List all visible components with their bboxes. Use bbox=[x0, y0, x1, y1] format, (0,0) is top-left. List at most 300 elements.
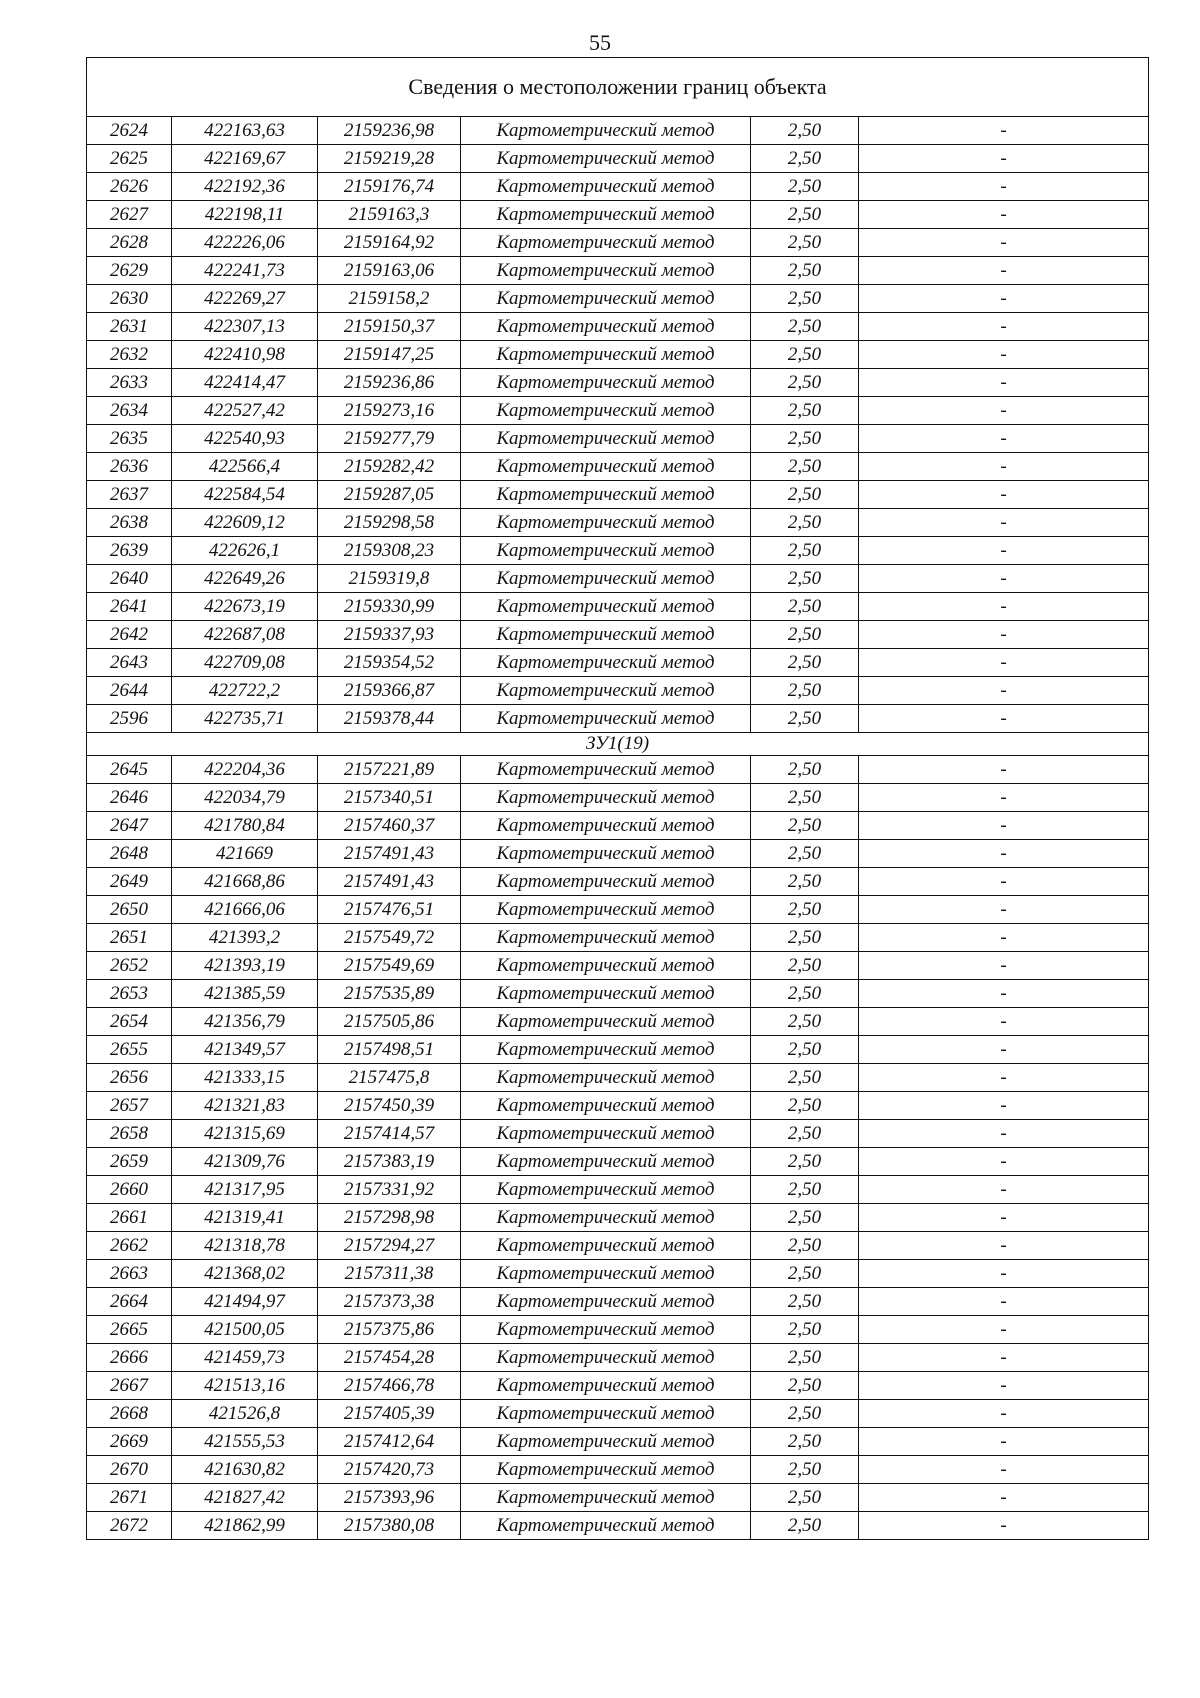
table-row bbox=[87, 677, 1149, 705]
coord-x-cell: 422722,2 bbox=[172, 677, 318, 705]
table-row bbox=[87, 924, 1149, 952]
table-row bbox=[87, 1400, 1149, 1428]
method-cell: Картометрический метод bbox=[461, 481, 751, 509]
method-cell: Картометрический метод bbox=[461, 924, 751, 952]
point-number-cell: 2629 bbox=[87, 257, 172, 285]
table-row bbox=[87, 621, 1149, 649]
section-row bbox=[87, 733, 1149, 756]
precision-cell: 2,50 bbox=[751, 509, 859, 537]
method-cell: Картометрический метод bbox=[461, 896, 751, 924]
precision-cell: 2,50 bbox=[751, 341, 859, 369]
table-row bbox=[87, 1288, 1149, 1316]
table-row bbox=[87, 117, 1149, 145]
note-cell: - bbox=[859, 1120, 1149, 1148]
method-cell: Картометрический метод bbox=[461, 649, 751, 677]
section-label: ЗУ1(19) bbox=[87, 733, 1149, 756]
precision-cell: 2,50 bbox=[751, 257, 859, 285]
precision-cell: 2,50 bbox=[751, 677, 859, 705]
note-cell: - bbox=[859, 784, 1149, 812]
coord-x-cell: 421669 bbox=[172, 840, 318, 868]
point-number-cell: 2665 bbox=[87, 1316, 172, 1344]
coord-x-cell: 422649,26 bbox=[172, 565, 318, 593]
note-cell: - bbox=[859, 229, 1149, 257]
table-row bbox=[87, 896, 1149, 924]
point-number-cell: 2648 bbox=[87, 840, 172, 868]
method-cell: Картометрический метод bbox=[461, 201, 751, 229]
coord-x-cell: 422687,08 bbox=[172, 621, 318, 649]
table-row bbox=[87, 341, 1149, 369]
coord-y-cell: 2159164,92 bbox=[318, 229, 461, 257]
point-number-cell: 2642 bbox=[87, 621, 172, 649]
point-number-cell: 2666 bbox=[87, 1344, 172, 1372]
point-number-cell: 2659 bbox=[87, 1148, 172, 1176]
precision-cell: 2,50 bbox=[751, 285, 859, 313]
table-row bbox=[87, 593, 1149, 621]
coord-y-cell: 2159219,28 bbox=[318, 145, 461, 173]
coord-y-cell: 2157294,27 bbox=[318, 1232, 461, 1260]
method-cell: Картометрический метод bbox=[461, 1456, 751, 1484]
precision-cell: 2,50 bbox=[751, 565, 859, 593]
method-cell: Картометрический метод bbox=[461, 980, 751, 1008]
note-cell: - bbox=[859, 1400, 1149, 1428]
coord-y-cell: 2157549,72 bbox=[318, 924, 461, 952]
coord-y-cell: 2159150,37 bbox=[318, 313, 461, 341]
note-cell: - bbox=[859, 1260, 1149, 1288]
method-cell: Картометрический метод bbox=[461, 1232, 751, 1260]
coord-y-cell: 2159330,99 bbox=[318, 593, 461, 621]
coord-y-cell: 2157476,51 bbox=[318, 896, 461, 924]
point-number-cell: 2631 bbox=[87, 313, 172, 341]
coord-y-cell: 2157412,64 bbox=[318, 1428, 461, 1456]
precision-cell: 2,50 bbox=[751, 1456, 859, 1484]
point-number-cell: 2636 bbox=[87, 453, 172, 481]
table-row bbox=[87, 1148, 1149, 1176]
note-cell: - bbox=[859, 341, 1149, 369]
method-cell: Картометрический метод bbox=[461, 173, 751, 201]
coord-y-cell: 2157549,69 bbox=[318, 952, 461, 980]
table-row bbox=[87, 1176, 1149, 1204]
table-row bbox=[87, 453, 1149, 481]
coord-x-cell: 421349,57 bbox=[172, 1036, 318, 1064]
note-cell: - bbox=[859, 201, 1149, 229]
note-cell: - bbox=[859, 1092, 1149, 1120]
coord-y-cell: 2159158,2 bbox=[318, 285, 461, 313]
coord-y-cell: 2157383,19 bbox=[318, 1148, 461, 1176]
precision-cell: 2,50 bbox=[751, 1484, 859, 1512]
point-number-cell: 2670 bbox=[87, 1456, 172, 1484]
note-cell: - bbox=[859, 924, 1149, 952]
precision-cell: 2,50 bbox=[751, 537, 859, 565]
point-number-cell: 2669 bbox=[87, 1428, 172, 1456]
coord-y-cell: 2157454,28 bbox=[318, 1344, 461, 1372]
method-cell: Картометрический метод bbox=[461, 1428, 751, 1456]
coord-y-cell: 2157535,89 bbox=[318, 980, 461, 1008]
point-number-cell: 2641 bbox=[87, 593, 172, 621]
note-cell: - bbox=[859, 649, 1149, 677]
method-cell: Картометрический метод bbox=[461, 1400, 751, 1428]
boundary-coordinates-table bbox=[86, 57, 1149, 1540]
note-cell: - bbox=[859, 980, 1149, 1008]
method-cell: Картометрический метод bbox=[461, 1008, 751, 1036]
note-cell: - bbox=[859, 509, 1149, 537]
point-number-cell: 2633 bbox=[87, 369, 172, 397]
coord-x-cell: 422192,36 bbox=[172, 173, 318, 201]
precision-cell: 2,50 bbox=[751, 812, 859, 840]
note-cell: - bbox=[859, 173, 1149, 201]
precision-cell: 2,50 bbox=[751, 1148, 859, 1176]
table-row bbox=[87, 509, 1149, 537]
method-cell: Картометрический метод bbox=[461, 812, 751, 840]
method-cell: Картометрический метод bbox=[461, 1092, 751, 1120]
coord-x-cell: 421385,59 bbox=[172, 980, 318, 1008]
table-row bbox=[87, 1484, 1149, 1512]
precision-cell: 2,50 bbox=[751, 756, 859, 784]
method-cell: Картометрический метод bbox=[461, 341, 751, 369]
point-number-cell: 2664 bbox=[87, 1288, 172, 1316]
precision-cell: 2,50 bbox=[751, 313, 859, 341]
precision-cell: 2,50 bbox=[751, 1036, 859, 1064]
table-row bbox=[87, 1372, 1149, 1400]
coord-y-cell: 2159366,87 bbox=[318, 677, 461, 705]
point-number-cell: 2646 bbox=[87, 784, 172, 812]
precision-cell: 2,50 bbox=[751, 1204, 859, 1232]
note-cell: - bbox=[859, 1484, 1149, 1512]
point-number-cell: 2667 bbox=[87, 1372, 172, 1400]
note-cell: - bbox=[859, 1204, 1149, 1232]
method-cell: Картометрический метод bbox=[461, 1176, 751, 1204]
coord-x-cell: 421319,41 bbox=[172, 1204, 318, 1232]
precision-cell: 2,50 bbox=[751, 868, 859, 896]
method-cell: Картометрический метод bbox=[461, 453, 751, 481]
page-number: 55 bbox=[589, 30, 611, 55]
coord-x-cell: 422226,06 bbox=[172, 229, 318, 257]
table-row bbox=[87, 1204, 1149, 1232]
precision-cell: 2,50 bbox=[751, 621, 859, 649]
precision-cell: 2,50 bbox=[751, 1512, 859, 1540]
method-cell: Картометрический метод bbox=[461, 756, 751, 784]
coord-y-cell: 2157221,89 bbox=[318, 756, 461, 784]
method-cell: Картометрический метод bbox=[461, 1148, 751, 1176]
table-row bbox=[87, 257, 1149, 285]
precision-cell: 2,50 bbox=[751, 369, 859, 397]
table-row bbox=[87, 369, 1149, 397]
note-cell: - bbox=[859, 1036, 1149, 1064]
note-cell: - bbox=[859, 453, 1149, 481]
method-cell: Картометрический метод bbox=[461, 1064, 751, 1092]
table-row bbox=[87, 1092, 1149, 1120]
coord-x-cell: 422566,4 bbox=[172, 453, 318, 481]
method-cell: Картометрический метод bbox=[461, 425, 751, 453]
method-cell: Картометрический метод bbox=[461, 1372, 751, 1400]
coord-y-cell: 2159319,8 bbox=[318, 565, 461, 593]
coord-y-cell: 2157414,57 bbox=[318, 1120, 461, 1148]
coord-y-cell: 2159163,3 bbox=[318, 201, 461, 229]
table-title-row bbox=[87, 58, 1149, 117]
coord-x-cell: 422204,36 bbox=[172, 756, 318, 784]
precision-cell: 2,50 bbox=[751, 229, 859, 257]
precision-cell: 2,50 bbox=[751, 145, 859, 173]
coord-y-cell: 2157475,8 bbox=[318, 1064, 461, 1092]
point-number-cell: 2627 bbox=[87, 201, 172, 229]
point-number-cell: 2658 bbox=[87, 1120, 172, 1148]
precision-cell: 2,50 bbox=[751, 705, 859, 733]
coord-x-cell: 421368,02 bbox=[172, 1260, 318, 1288]
coord-y-cell: 2157491,43 bbox=[318, 840, 461, 868]
coord-x-cell: 421555,53 bbox=[172, 1428, 318, 1456]
table-row bbox=[87, 812, 1149, 840]
coord-y-cell: 2159337,93 bbox=[318, 621, 461, 649]
precision-cell: 2,50 bbox=[751, 896, 859, 924]
method-cell: Картометрический метод bbox=[461, 840, 751, 868]
coord-y-cell: 2159308,23 bbox=[318, 537, 461, 565]
table-row bbox=[87, 1344, 1149, 1372]
coord-x-cell: 422198,11 bbox=[172, 201, 318, 229]
coord-y-cell: 2159176,74 bbox=[318, 173, 461, 201]
coord-y-cell: 2157405,39 bbox=[318, 1400, 461, 1428]
note-cell: - bbox=[859, 1232, 1149, 1260]
note-cell: - bbox=[859, 1512, 1149, 1540]
coord-x-cell: 421317,95 bbox=[172, 1176, 318, 1204]
point-number-cell: 2643 bbox=[87, 649, 172, 677]
method-cell: Картометрический метод bbox=[461, 313, 751, 341]
precision-cell: 2,50 bbox=[751, 1260, 859, 1288]
table-row bbox=[87, 705, 1149, 733]
note-cell: - bbox=[859, 285, 1149, 313]
precision-cell: 2,50 bbox=[751, 593, 859, 621]
point-number-cell: 2647 bbox=[87, 812, 172, 840]
point-number-cell: 2634 bbox=[87, 397, 172, 425]
coord-x-cell: 421526,8 bbox=[172, 1400, 318, 1428]
coord-y-cell: 2159163,06 bbox=[318, 257, 461, 285]
note-cell: - bbox=[859, 1372, 1149, 1400]
note-cell: - bbox=[859, 313, 1149, 341]
precision-cell: 2,50 bbox=[751, 924, 859, 952]
coord-y-cell: 2157373,38 bbox=[318, 1288, 461, 1316]
coord-y-cell: 2157498,51 bbox=[318, 1036, 461, 1064]
table-row bbox=[87, 1428, 1149, 1456]
method-cell: Картометрический метод bbox=[461, 509, 751, 537]
point-number-cell: 2668 bbox=[87, 1400, 172, 1428]
method-cell: Картометрический метод bbox=[461, 621, 751, 649]
method-cell: Картометрический метод bbox=[461, 117, 751, 145]
coord-x-cell: 421356,79 bbox=[172, 1008, 318, 1036]
note-cell: - bbox=[859, 677, 1149, 705]
method-cell: Картометрический метод bbox=[461, 784, 751, 812]
coord-x-cell: 421393,2 bbox=[172, 924, 318, 952]
note-cell: - bbox=[859, 896, 1149, 924]
point-number-cell: 2630 bbox=[87, 285, 172, 313]
method-cell: Картометрический метод bbox=[461, 593, 751, 621]
note-cell: - bbox=[859, 397, 1149, 425]
note-cell: - bbox=[859, 1064, 1149, 1092]
table-row bbox=[87, 481, 1149, 509]
coord-x-cell: 421780,84 bbox=[172, 812, 318, 840]
method-cell: Картометрический метод bbox=[461, 565, 751, 593]
point-number-cell: 2654 bbox=[87, 1008, 172, 1036]
method-cell: Картометрический метод bbox=[461, 1204, 751, 1232]
note-cell: - bbox=[859, 1428, 1149, 1456]
point-number-cell: 2662 bbox=[87, 1232, 172, 1260]
coord-x-cell: 422410,98 bbox=[172, 341, 318, 369]
coord-y-cell: 2157491,43 bbox=[318, 868, 461, 896]
point-number-cell: 2628 bbox=[87, 229, 172, 257]
precision-cell: 2,50 bbox=[751, 481, 859, 509]
table-body bbox=[87, 58, 1149, 1540]
coord-y-cell: 2157393,96 bbox=[318, 1484, 461, 1512]
table-row bbox=[87, 980, 1149, 1008]
coord-x-cell: 422034,79 bbox=[172, 784, 318, 812]
table-row bbox=[87, 201, 1149, 229]
precision-cell: 2,50 bbox=[751, 840, 859, 868]
note-cell: - bbox=[859, 481, 1149, 509]
note-cell: - bbox=[859, 1176, 1149, 1204]
coord-x-cell: 421666,06 bbox=[172, 896, 318, 924]
note-cell: - bbox=[859, 425, 1149, 453]
method-cell: Картометрический метод bbox=[461, 1344, 751, 1372]
precision-cell: 2,50 bbox=[751, 1120, 859, 1148]
coord-x-cell: 421630,82 bbox=[172, 1456, 318, 1484]
table-row bbox=[87, 1008, 1149, 1036]
precision-cell: 2,50 bbox=[751, 1064, 859, 1092]
coord-x-cell: 422609,12 bbox=[172, 509, 318, 537]
table-row bbox=[87, 784, 1149, 812]
coord-x-cell: 422414,47 bbox=[172, 369, 318, 397]
coord-x-cell: 422527,42 bbox=[172, 397, 318, 425]
coord-x-cell: 422307,13 bbox=[172, 313, 318, 341]
point-number-cell: 2657 bbox=[87, 1092, 172, 1120]
table-row bbox=[87, 425, 1149, 453]
coord-y-cell: 2157380,08 bbox=[318, 1512, 461, 1540]
coord-y-cell: 2159354,52 bbox=[318, 649, 461, 677]
coord-y-cell: 2157298,98 bbox=[318, 1204, 461, 1232]
coord-x-cell: 422673,19 bbox=[172, 593, 318, 621]
coord-x-cell: 421309,76 bbox=[172, 1148, 318, 1176]
coord-y-cell: 2159277,79 bbox=[318, 425, 461, 453]
point-number-cell: 2624 bbox=[87, 117, 172, 145]
coord-y-cell: 2159147,25 bbox=[318, 341, 461, 369]
table-row bbox=[87, 952, 1149, 980]
point-number-cell: 2645 bbox=[87, 756, 172, 784]
note-cell: - bbox=[859, 840, 1149, 868]
point-number-cell: 2640 bbox=[87, 565, 172, 593]
method-cell: Картометрический метод bbox=[461, 145, 751, 173]
method-cell: Картометрический метод bbox=[461, 952, 751, 980]
precision-cell: 2,50 bbox=[751, 1344, 859, 1372]
method-cell: Картометрический метод bbox=[461, 677, 751, 705]
precision-cell: 2,50 bbox=[751, 1176, 859, 1204]
note-cell: - bbox=[859, 812, 1149, 840]
coord-y-cell: 2159287,05 bbox=[318, 481, 461, 509]
method-cell: Картометрический метод bbox=[461, 1484, 751, 1512]
coord-x-cell: 421513,16 bbox=[172, 1372, 318, 1400]
precision-cell: 2,50 bbox=[751, 1092, 859, 1120]
precision-cell: 2,50 bbox=[751, 1316, 859, 1344]
table-row bbox=[87, 173, 1149, 201]
coord-y-cell: 2157340,51 bbox=[318, 784, 461, 812]
method-cell: Картометрический метод bbox=[461, 1288, 751, 1316]
point-number-cell: 2635 bbox=[87, 425, 172, 453]
point-number-cell: 2671 bbox=[87, 1484, 172, 1512]
coord-y-cell: 2157311,38 bbox=[318, 1260, 461, 1288]
table-row bbox=[87, 840, 1149, 868]
coord-y-cell: 2157460,37 bbox=[318, 812, 461, 840]
method-cell: Картометрический метод bbox=[461, 229, 751, 257]
note-cell: - bbox=[859, 1344, 1149, 1372]
precision-cell: 2,50 bbox=[751, 397, 859, 425]
method-cell: Картометрический метод bbox=[461, 1512, 751, 1540]
note-cell: - bbox=[859, 537, 1149, 565]
precision-cell: 2,50 bbox=[751, 201, 859, 229]
coord-y-cell: 2159273,16 bbox=[318, 397, 461, 425]
table-row bbox=[87, 1316, 1149, 1344]
precision-cell: 2,50 bbox=[751, 784, 859, 812]
table-row bbox=[87, 1036, 1149, 1064]
coord-x-cell: 421333,15 bbox=[172, 1064, 318, 1092]
table-row bbox=[87, 1064, 1149, 1092]
table-row bbox=[87, 313, 1149, 341]
coord-x-cell: 422735,71 bbox=[172, 705, 318, 733]
table-row bbox=[87, 756, 1149, 784]
coord-x-cell: 422584,54 bbox=[172, 481, 318, 509]
precision-cell: 2,50 bbox=[751, 1428, 859, 1456]
note-cell: - bbox=[859, 868, 1149, 896]
note-cell: - bbox=[859, 1008, 1149, 1036]
table-row bbox=[87, 1512, 1149, 1540]
precision-cell: 2,50 bbox=[751, 173, 859, 201]
point-number-cell: 2638 bbox=[87, 509, 172, 537]
note-cell: - bbox=[859, 1288, 1149, 1316]
note-cell: - bbox=[859, 621, 1149, 649]
coord-x-cell: 421318,78 bbox=[172, 1232, 318, 1260]
coord-x-cell: 421459,73 bbox=[172, 1344, 318, 1372]
coord-x-cell: 422169,67 bbox=[172, 145, 318, 173]
precision-cell: 2,50 bbox=[751, 980, 859, 1008]
note-cell: - bbox=[859, 756, 1149, 784]
table-row bbox=[87, 397, 1149, 425]
coord-x-cell: 422269,27 bbox=[172, 285, 318, 313]
note-cell: - bbox=[859, 117, 1149, 145]
coord-x-cell: 422163,63 bbox=[172, 117, 318, 145]
point-number-cell: 2626 bbox=[87, 173, 172, 201]
method-cell: Картометрический метод bbox=[461, 1316, 751, 1344]
table-row bbox=[87, 565, 1149, 593]
coord-y-cell: 2159236,98 bbox=[318, 117, 461, 145]
precision-cell: 2,50 bbox=[751, 649, 859, 677]
precision-cell: 2,50 bbox=[751, 1232, 859, 1260]
method-cell: Картометрический метод bbox=[461, 868, 751, 896]
note-cell: - bbox=[859, 1316, 1149, 1344]
method-cell: Картометрический метод bbox=[461, 1036, 751, 1064]
point-number-cell: 2660 bbox=[87, 1176, 172, 1204]
note-cell: - bbox=[859, 593, 1149, 621]
note-cell: - bbox=[859, 1456, 1149, 1484]
note-cell: - bbox=[859, 1148, 1149, 1176]
coord-x-cell: 421494,97 bbox=[172, 1288, 318, 1316]
note-cell: - bbox=[859, 952, 1149, 980]
precision-cell: 2,50 bbox=[751, 1288, 859, 1316]
point-number-cell: 2652 bbox=[87, 952, 172, 980]
note-cell: - bbox=[859, 369, 1149, 397]
coord-x-cell: 422540,93 bbox=[172, 425, 318, 453]
coord-x-cell: 421393,19 bbox=[172, 952, 318, 980]
point-number-cell: 2639 bbox=[87, 537, 172, 565]
table-row bbox=[87, 229, 1149, 257]
coord-y-cell: 2159236,86 bbox=[318, 369, 461, 397]
coord-y-cell: 2157375,86 bbox=[318, 1316, 461, 1344]
point-number-cell: 2651 bbox=[87, 924, 172, 952]
table-row bbox=[87, 1260, 1149, 1288]
coord-x-cell: 422241,73 bbox=[172, 257, 318, 285]
